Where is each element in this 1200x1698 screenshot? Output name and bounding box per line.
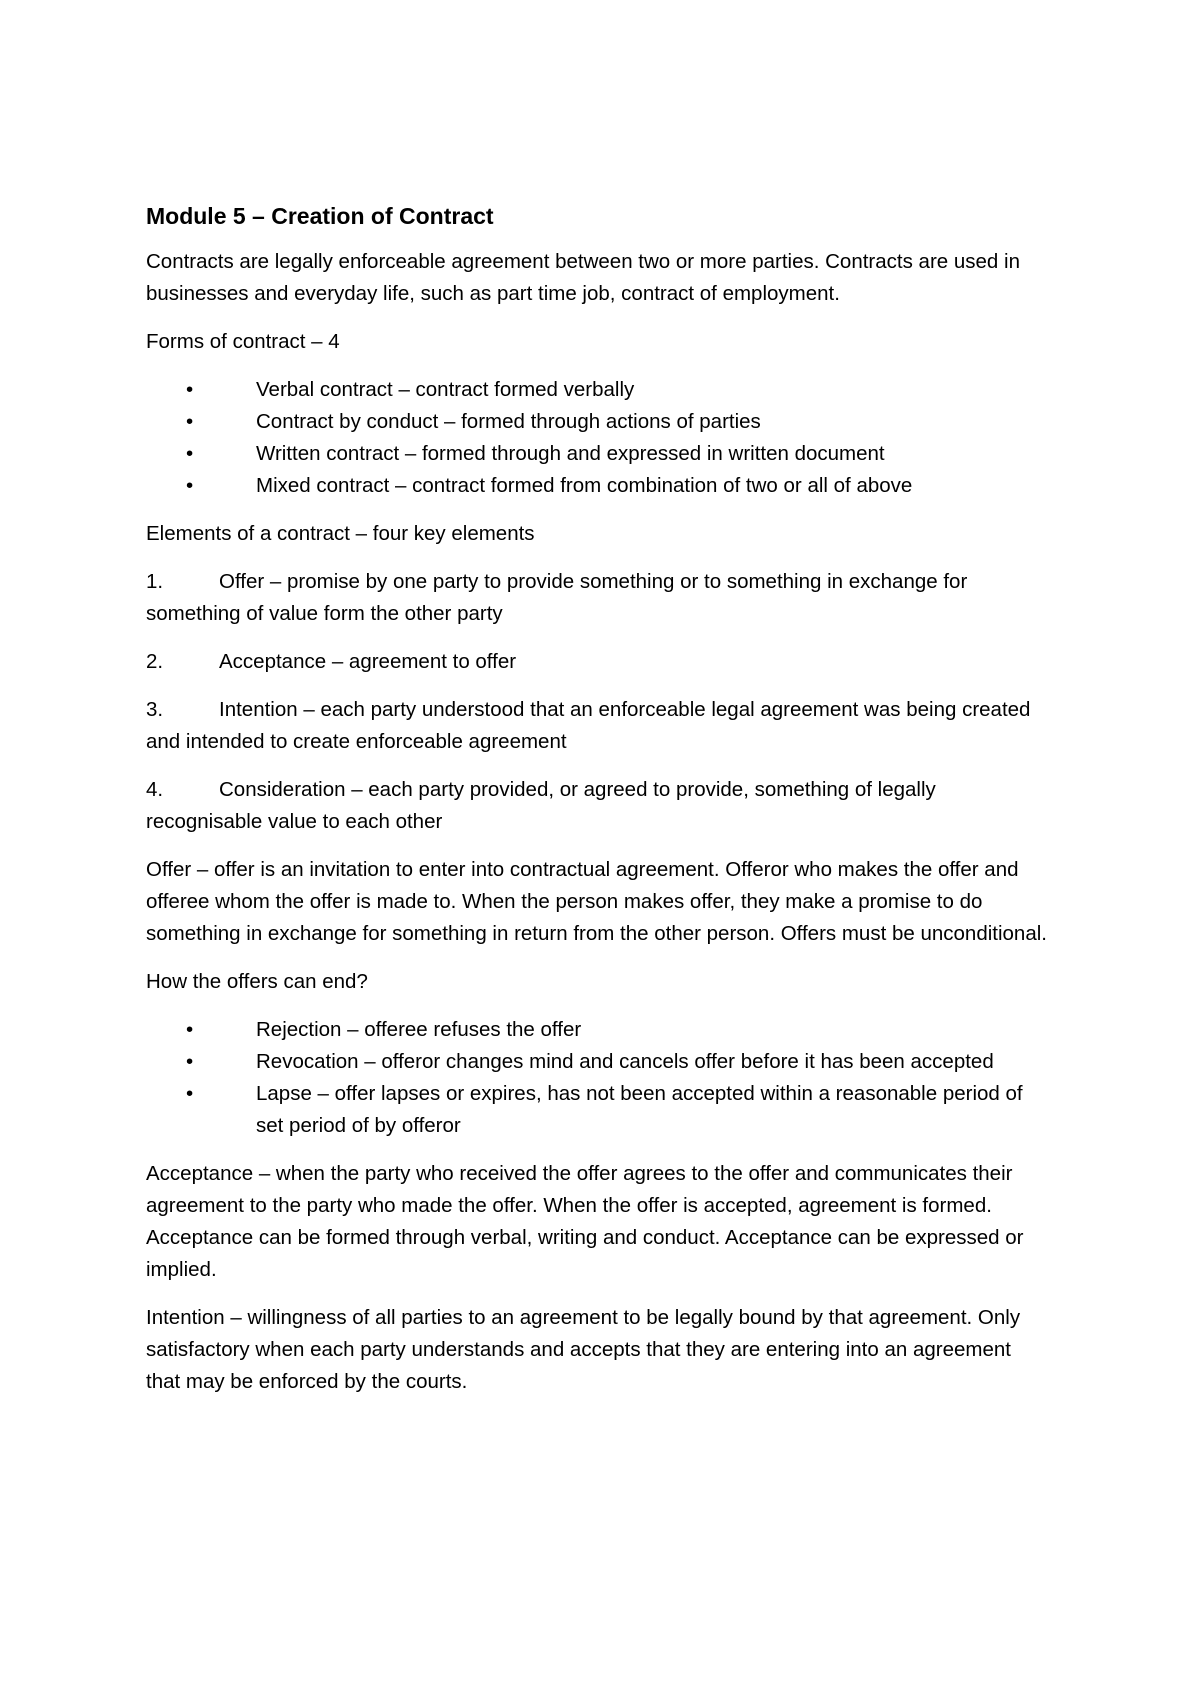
bullet-icon: • xyxy=(186,474,194,497)
item-text: Consideration – each party provided, or agreed to provide, something of legally recognisable value to each other xyxy=(146,778,936,833)
list-item xyxy=(146,470,1050,502)
intention-paragraph: Intention – willingness of all parties to an agreement to be legally bound by that agreement. Only satisfactory when each party understands and accepts that they are entering into an agreement that may be enforced by the courts. xyxy=(146,1306,1021,1393)
offer-paragraph: Offer – offer is an invitation to enter into contractual agreement. Offeror who makes the offer and offeree whom the offer is made to. When the person makes offer, they make a promise to do something in exchange for something in return from the other person. Offers must be unconditional. xyxy=(146,858,1047,945)
elements-heading: Elements of a contract – four key elements xyxy=(146,522,535,545)
item-number: 2. xyxy=(146,650,164,673)
acceptance-paragraph: Acceptance – when the party who received the offer agrees to the offer and communicates their agreement to the party who made the offer. When the offer is accepted, agreement is formed. Acceptance can be formed through verbal, writing and conduct. Acceptance can be expressed or implied. xyxy=(146,1162,1024,1281)
item-text: Offer – promise by one party to provide something or to something in exchange for something of value form the other party xyxy=(146,570,968,625)
numbered-item xyxy=(146,774,1050,838)
forms-heading: Forms of contract – 4 xyxy=(146,330,340,353)
bullet-icon: • xyxy=(186,410,194,433)
list-item-text: Revocation – offeror changes mind and cancels offer before it has been accepted xyxy=(256,1050,994,1073)
bullet-icon: • xyxy=(186,1018,194,1041)
list-item-text: Mixed contract – contract formed from combination of two or all of above xyxy=(256,474,913,497)
list-item xyxy=(146,438,1050,470)
list-item-text: Lapse – offer lapses or expires, has not been accepted within a reasonable period of set period of by offeror xyxy=(256,1082,1023,1137)
bullet-icon: • xyxy=(186,378,194,401)
list-item xyxy=(146,1078,1050,1142)
list-item xyxy=(146,406,1050,438)
list-item-text: Written contract – formed through and expressed in written document xyxy=(256,442,885,465)
numbered-item xyxy=(146,694,1050,758)
list-item xyxy=(146,1046,1050,1078)
offers-end-heading: How the offers can end? xyxy=(146,970,368,993)
numbered-item xyxy=(146,646,1050,678)
bullet-icon: • xyxy=(186,1082,194,1105)
list-item xyxy=(146,374,1050,406)
item-text: Intention – each party understood that an enforceable legal agreement was being created and intended to create enforceable agreement xyxy=(146,698,1031,753)
numbered-item xyxy=(146,566,1050,630)
item-number: 3. xyxy=(146,698,164,721)
offers-end-list xyxy=(146,1014,1050,1142)
document-title: Module 5 – Creation of Contract xyxy=(146,203,494,229)
bullet-icon: • xyxy=(186,442,194,465)
item-number: 1. xyxy=(146,570,164,593)
item-number: 4. xyxy=(146,778,164,801)
list-item-text: Rejection – offeree refuses the offer xyxy=(256,1018,582,1041)
bullet-icon: • xyxy=(186,1050,194,1073)
item-text: Acceptance – agreement to offer xyxy=(219,650,517,673)
list-item xyxy=(146,1014,1050,1046)
list-item-text: Verbal contract – contract formed verbally xyxy=(256,378,635,401)
forms-list xyxy=(146,374,1050,502)
intro-paragraph: Contracts are legally enforceable agreement between two or more parties. Contracts are used in businesses and everyday life, such as part time job, contract of employment. xyxy=(146,250,1020,305)
list-item-text: Contract by conduct – formed through actions of parties xyxy=(256,410,761,433)
